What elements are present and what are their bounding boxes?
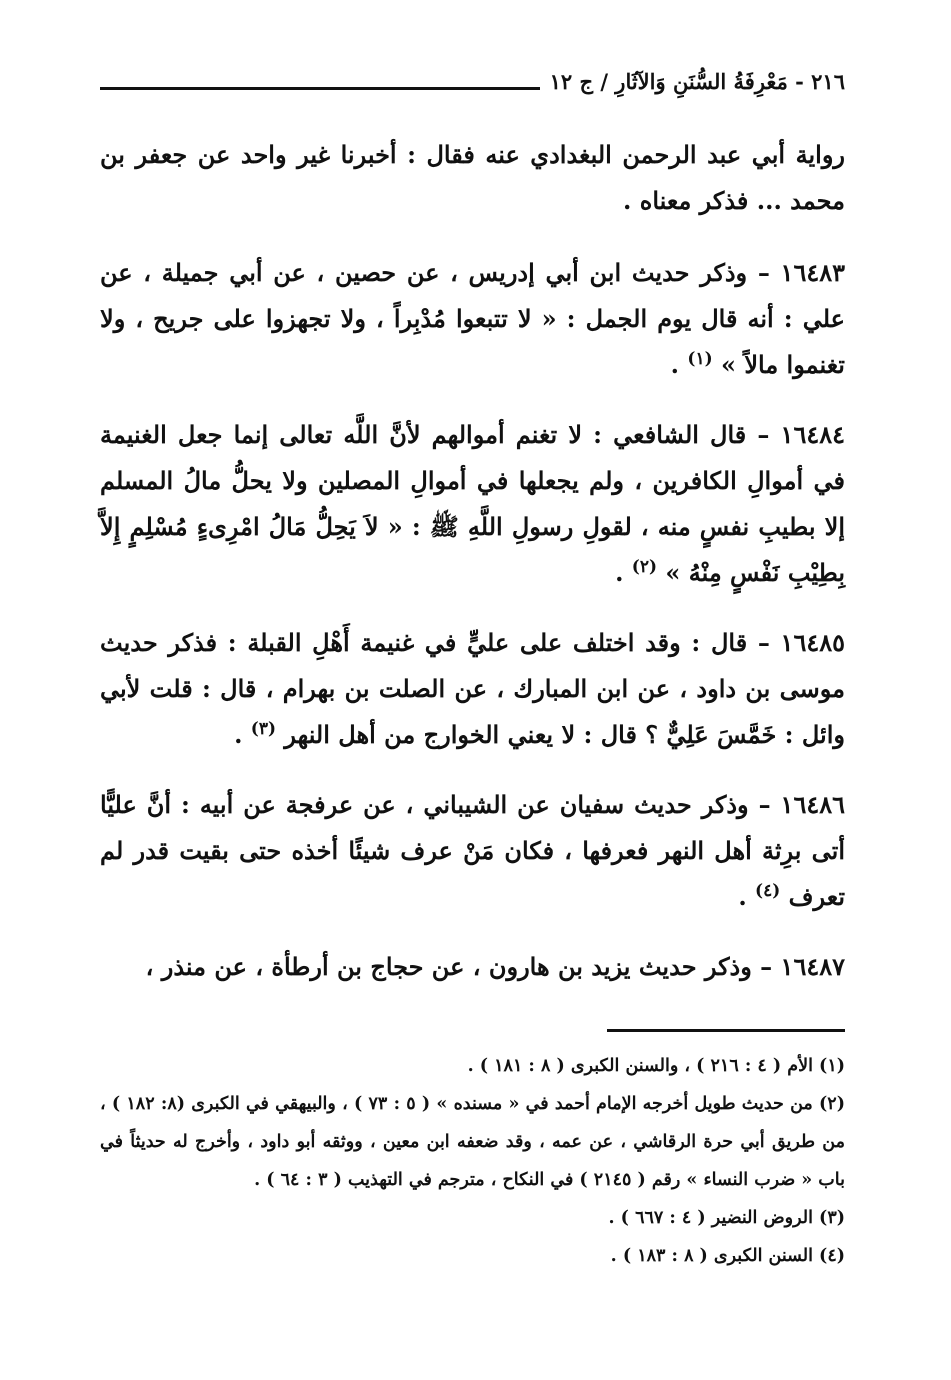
paragraph-text: – قال : وقد اختلف على عليٍّ في غنيمة أَهْلِ القبلة : فذكر حديث موسى بن داود ، عن ابن المبارك ، عن الصلت بن بهرام ، قال : قلت لأبي وائل : خَمَّسَ عَلِيٌّ ؟ قال : لا يعني الخوارج من أهل النهر bbox=[100, 628, 845, 749]
footnote-ref[interactable]: (٤) bbox=[755, 881, 781, 901]
footnote: (٣) الروض النضير ( ٤ : ٦٦٧ ) . bbox=[608, 1208, 845, 1228]
paragraph bbox=[100, 412, 845, 596]
footnote-ref[interactable]: (٣) bbox=[250, 719, 277, 739]
paragraph bbox=[100, 250, 845, 388]
hadith-number: ١٦٤٨٦ bbox=[780, 790, 845, 819]
running-header: ٢١٦ - مَعْرِفَةُ السُّنَنِ وَالآثَارِ / ج ١٢ bbox=[549, 68, 845, 94]
paragraph-tail: . bbox=[670, 350, 688, 379]
footnote: (٤) السنن الكبرى ( ٨ : ١٨٣ ) . bbox=[610, 1246, 845, 1266]
footnote: (٢) من حديث طويل أخرجه الإمام أحمد في « مسنده » ( ٥ : ٧٣ ) ، والبيهقي في الكبرى (٨: ١٨٢ ) ، من طريق أبي حرة الرقاشي ، عن عمه ، وقد ضعفه ابن معين ، ووثقه أبو داود ، وأخرج له حديثاً في باب « ضرب النساء » رقم ( ٢١٤٥ ) في النكاح ، مترجم في التهذيب ( ٣ : ٦٤ ) . bbox=[100, 1094, 845, 1190]
paragraph-text: – وذكر حديث يزيد بن هارون ، عن حجاج بن أرطأة ، عن منذر ، bbox=[145, 952, 781, 981]
paragraph-tail: . bbox=[615, 558, 632, 587]
page-header bbox=[100, 62, 845, 100]
paragraph-tail: . bbox=[234, 720, 251, 749]
footnote-separator bbox=[607, 1029, 845, 1032]
main-text bbox=[100, 132, 845, 990]
footnote-ref[interactable]: (٢) bbox=[631, 557, 658, 577]
paragraph bbox=[100, 944, 845, 990]
footnote: (١) الأم ( ٤ : ٢١٦ ) ، والسنن الكبرى ( ٨ : ١٨١ ) . bbox=[467, 1056, 845, 1076]
footnotes bbox=[100, 1047, 845, 1275]
hadith-number: ١٦٤٨٧ bbox=[780, 952, 845, 981]
paragraph-text: – قال الشافعي : لا تغنم أموالهم لأنَّ اللَّه تعالى إنما جعل الغنيمة في أموالِ الكافرين ، ولم يجعلها في أموالِ المصلين ولا يحلُّ مالُ المسلم إلا بطيبِ نفسٍ منه ، لقولِ رسولِ اللَّهِ ﷺ : « لاَ يَحِلُّ مَالُ امْرِىءٍ مُسْلِمٍ إِلاَّ بِطِيْبِ نَفْسٍ مِنْهُ » bbox=[100, 420, 845, 587]
paragraph bbox=[100, 132, 845, 224]
paragraph bbox=[100, 620, 845, 758]
hadith-number: ١٦٤٨٣ bbox=[780, 258, 845, 287]
paragraph-tail: . bbox=[738, 882, 756, 911]
footnote-ref[interactable]: (١) bbox=[687, 349, 713, 369]
paragraph-text: – وذكر حديث سفيان عن الشيباني ، عن عرفجة عن أبيه : أنَّ عليًّا أتى برِثة أهل النهر فعرفها ، فكان مَنْ عرف شيئًا أخذه حتى بقيت قدر لم تعرف bbox=[100, 790, 845, 911]
hadith-number: ١٦٤٨٤ bbox=[780, 420, 845, 449]
paragraph bbox=[100, 782, 845, 920]
book-page bbox=[100, 62, 845, 1362]
paragraph-text: رواية أبي عبد الرحمن البغدادي عنه فقال : أخبرنا غير واحد عن جعفر بن محمد ... فذكر معناه . bbox=[100, 140, 845, 215]
hadith-number: ١٦٤٨٥ bbox=[780, 628, 845, 657]
header-rule bbox=[100, 87, 540, 90]
paragraph-text: – وذكر حديث ابن أبي إدريس ، عن حصين ، عن أبي جميلة ، عن علي : أنه قال يوم الجمل : « لا تتبعوا مُدْبِراً ، ولا تجهزوا على جريح ، ولا تغنموا مالاً » bbox=[100, 258, 845, 379]
